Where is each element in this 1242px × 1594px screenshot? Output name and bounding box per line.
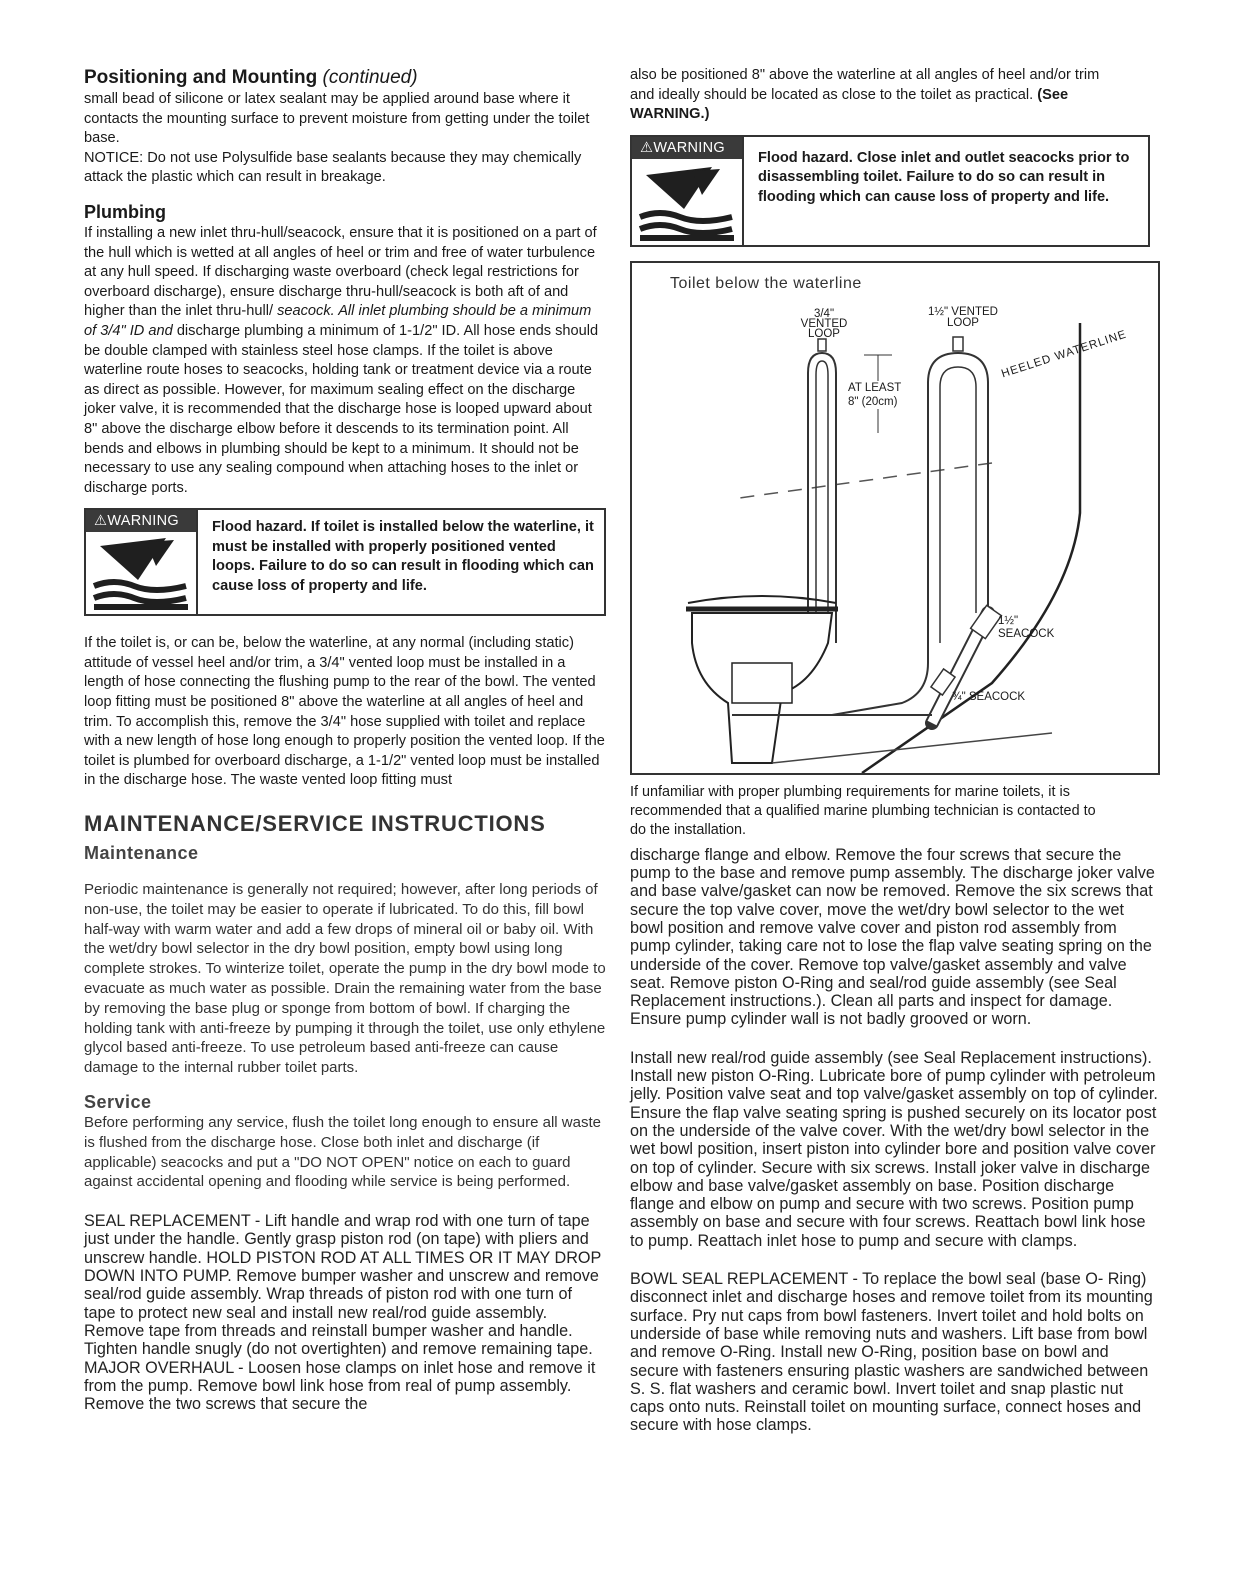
at-least-text: AT LEAST: [848, 381, 902, 394]
small-seacock-label: ¾" SEACOCK: [952, 690, 1026, 703]
at-least-8-inch-label: [848, 381, 901, 409]
paragraph-overhaul-continued: discharge flange and elbow. Remove the four screws that secure the pump to the base and remove pump assembly. The discharge joker valve and base valve/gasket can now be removed. Remove the six screws that secure the top valve cover, move the wet/dry bowl selector to the wet bowl position and remove valve cover and piston rod assembly from pump cylinder, taking care not to lose the flap valve seating spring on the underside of the cover. Remove top valve/gasket assembly and valve seat. Remove piston O-Ring and seal/rod guide assembly (see Seal Replacement instructions.). Clean all parts and inspect for damage. Ensure pump cylinder wall is not badly grooved or worn.: [630, 845, 1155, 1029]
large-vented-loop-label: [918, 307, 1008, 329]
warning-icon-panel: [632, 137, 744, 245]
diagram-caption: If unfamiliar with proper plumbing requirements for marine toilets, it is recommended that a qualified marine plumbing technician is contacted to do the installation.: [630, 783, 1096, 838]
heeled-waterline-label: HEELED WATERLINE: [1000, 328, 1129, 381]
sinking-boat-icon: [632, 159, 742, 243]
warning-text: Flood hazard. If toilet is installed below the waterline, it must be installed with properly positioned vented loops. Failure to do so can result in flooding which can cause loss of property and life.: [212, 519, 594, 594]
paragraph-bowl-seal-replacement: BOWL SEAL REPLACEMENT - To replace the bowl seal (base O- Ring) disconnect inlet and discharge hoses and remove toilet from its mounting surface. Pry nut caps from bowl fasteners. Invert toilet and hold bolts on underside of base while removing nuts and washers. Lift base from bowl and remove O-Ring. Install new O-Ring, position base on bowl and secure with fasteners ensuring plastic washers are sandwiched between S. S. flat washers and ceramic bowl. Invert toilet and snap plastic nut caps onto nuts. Reinstall toilet on mounting surface, connect hoses and secure with hose clamps.: [630, 1270, 1153, 1435]
plumbing-text-b: seacock. All inlet plumbing should be a minimum of 3/4" ID and: [84, 303, 592, 339]
sinking-boat-icon: [86, 532, 196, 612]
paragraph-major-overhaul: MAJOR OVERHAUL - Loosen hose clamps on inlet hose and remove it from the pump. Remove bowl link hose from real of pump assembly. Remove the two screws that secure the: [84, 1358, 596, 1414]
large-loop-size: 1½" VENTED: [928, 305, 998, 318]
paragraph-below-waterline: If the toilet is, or can be, below the waterline, at any normal (including static) attitude of vessel heel and/or trim, a 3/4" vented loop must be installed in a length of hose connecting the flushing pump to the rear of the bowl. The vented loop fitting must be positioned 8" above the waterline at all angles of heel and trim. To accomplish this, remove the 3/4" hose supplied with toilet and replace with a new length of hose long enough to properly position the vented loop. If the toilet is plumbed for overboard discharge, a 1-1/2" vented loop must be installed in the discharge hose. The waste vented loop fitting must: [84, 635, 605, 789]
maintenance-service-heading: MAINTENANCE/SERVICE INSTRUCTIONS: [84, 811, 546, 837]
see-warning-reference: (See WARNING.): [630, 86, 1069, 123]
large-seacock-text: SEACOCK: [998, 627, 1055, 640]
large-loop-loop: LOOP: [947, 316, 979, 329]
large-seacock-label: [998, 615, 1054, 641]
paragraph-vented-loop-position: [630, 66, 1110, 125]
toilet-below-waterline-diagram: [630, 261, 1160, 775]
large-seacock-size: 1½": [998, 614, 1019, 627]
paragraph-notice: NOTICE: Do not use Polysulfide base sealants because they may chemically attack the plastic which can result in breakage.: [84, 149, 582, 186]
heading-continued: (continued): [322, 67, 418, 88]
plumbing-text-c: discharge plumbing a minimum of 1-1/2" ID. All hose ends should be double clamped with stainless steel hose clamps. If the toilet is above waterline route hoses to seacocks, holding tank or treatment device via a route as direct as possible. However, for maximum sealing effect on the discharge joker valve, it is recommended that the discharge hose is looped upward about 8" above the discharge elbow before it descends to its termination point. All bends and elbows in plumbing should be kept to a minimum. It should not be necessary to use any sealing compound when attaching hoses to the inlet or discharge ports.: [84, 322, 599, 496]
paragraph-seal-replacement: SEAL REPLACEMENT - Lift handle and wrap rod with one turn of tape just under the handle. Gently grasp piston rod (on tape) with pliers and unscrew handle. HOLD PISTON ROD AT ALL TIMES OR IT MAY DROP DOWN INTO PUMP. Remove bumper washer and unscrew and remove seal/rod guide assembly. Wrap threads of piston rod with one turn of tape to protect new seal and install new real/rod guide assembly. Remove tape from threads and reinstall bumper washer and handle. Tighten handle snugly (do not overtighten) and remove remaining tape.: [84, 1212, 601, 1359]
small-vented-loop-label: [794, 309, 854, 339]
warning-label-text: WARNING: [653, 139, 725, 156]
right-column: [630, 66, 1160, 1435]
small-loop-loop: LOOP: [808, 327, 840, 340]
warning-text: Flood hazard. Close inlet and outlet seacocks prior to disassembling toilet. Failure to do so can result in flooding which can cause loss of property and life.: [758, 149, 1130, 205]
warning-box-below-waterline: [84, 508, 606, 616]
maintenance-subheading: Maintenance: [84, 843, 199, 864]
paragraph-install-new: Install new real/rod guide assembly (see Seal Replacement instructions). Install new piston O-Ring. Lubricate bore of pump cylinder with petroleum jelly. Position valve seat and top valve/gasket assembly on top of cylinder. Ensure the flap valve seating spring is pushed securely on its locator post on the underside of the valve cover. With the wet/dry bowl selector in the wet bowl position, insert piston into cylinder bore and position valve cover on top of cylinder. Secure with six screws. Install joker valve in discharge elbow and base valve/gasket assembly on base. Position discharge flange and elbow on pump and secure with two screws. Position pump assembly on base and secure with four screws. Reattach bowl link hose to pump. Reattach inlet hose to pump and secure with clamps.: [630, 1048, 1158, 1250]
plumbing-heading: Plumbing: [84, 201, 166, 222]
plumbing-text-a: If installing a new inlet thru-hull/seacock, ensure that it is positioned on a part of the hull which is wetted at all angles of heel or trim and free of water turbulence at any hull speed. If discharging waste overboard (check legal restrictions for overboard discharge), ensure discharge thru-hull/seacock is both aft of and higher than the inlet thru-hull/: [84, 224, 597, 320]
paragraph-maintenance: Periodic maintenance is generally not required; however, after long periods of non-use, the toilet may be easier to operate if lubricated. To do this, fill bowl half-way with warm water and add a few drops of mineral oil or baby oil. With the wet/dry bowl selector in the dry bowl position, empty bowl using long complete strokes. To winterize toilet, operate the pump in the dry bowl mode to evacuate as much water as possible. Drain the remaining water from the base by removing the base plug or sponge from bottom of bowl. If charging the holding tank with anti-freeze by pumping it through the toilet, use only ethylene glycol based anti-freeze. To use petroleum based anti-freeze can cause damage to the internal rubber toilet parts.: [84, 881, 606, 1077]
warning-label-text: WARNING: [107, 513, 179, 530]
paragraph-plumbing: [84, 224, 606, 498]
heading-text: Positioning and Mounting: [84, 67, 318, 88]
eight-inch-text: 8" (20cm): [848, 395, 898, 408]
section-heading-positioning: [84, 66, 606, 90]
warning-label: ⚠WARNING: [632, 137, 742, 159]
warning-icon-panel: [86, 510, 198, 614]
small-loop-size: 3/4": [813, 307, 835, 320]
left-column: [84, 66, 606, 1413]
plumbing-diagram-drawing: [632, 263, 1158, 773]
warning-label: ⚠WARNING: [86, 510, 196, 532]
warning-box-seacocks: [630, 135, 1150, 247]
paragraph-sealant: small bead of silicone or latex sealant may be applied around base where it contacts the mounting surface to prevent moisture from getting under the toilet base.: [84, 91, 590, 147]
vented-loop-text: also be positioned 8" above the waterline at all angles of heel and/or trim and ideally should be located as close to the toilet as practical.: [630, 67, 1100, 103]
small-loop-vented: VENTED: [800, 317, 848, 330]
diagram-title: Toilet below the waterline: [670, 274, 862, 292]
service-subheading: Service: [84, 1092, 152, 1112]
paragraph-service: Before performing any service, flush the toilet long enough to ensure all waste is flushed from the discharge hose. Close both inlet and discharge (if applicable) seacocks and put a "DO NOT OPEN" notice on each to guard against accidental opening and flooding while service is being performed.: [84, 1114, 601, 1191]
